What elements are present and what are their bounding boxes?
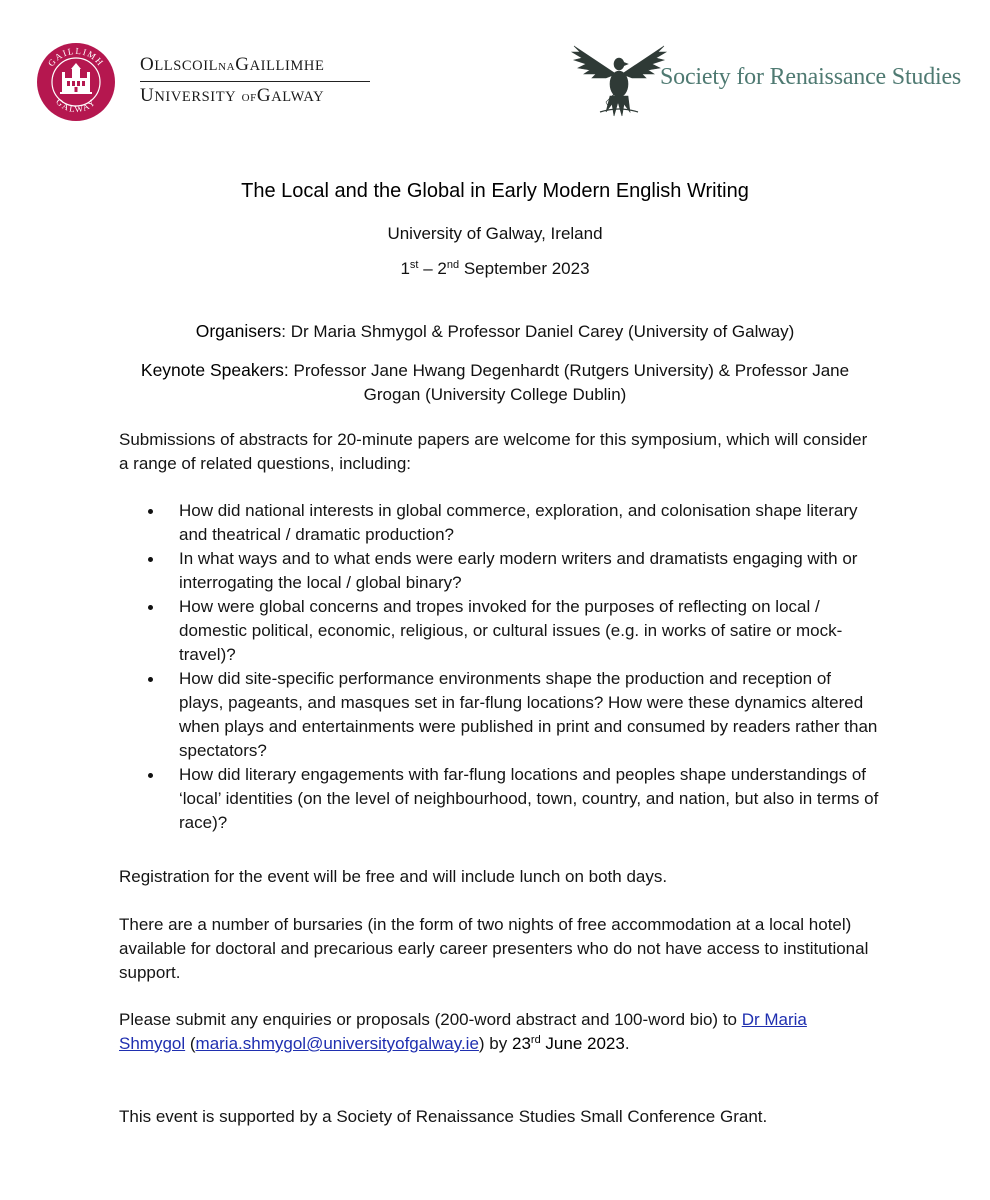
organisers-label: Organisers bbox=[195, 321, 282, 341]
list-item: In what ways and to what ends were early modern writers and dramatists engaging with or interrogating the local / global binary? bbox=[119, 547, 879, 595]
email-link[interactable]: maria.shmygol@universityofgalway.ie bbox=[195, 1034, 479, 1053]
wordmark-english: UNIVERSITY OFGALWAY bbox=[140, 85, 325, 106]
organisers-line bbox=[100, 321, 890, 342]
seal-text-bottom: GALWAY bbox=[54, 96, 98, 115]
list-item: How were global concerns and tropes invoked for the purposes of reflecting on local / domestic political, economic, religious, or cultural issues (e.g. in works of satire or mock-travel)? bbox=[119, 595, 879, 667]
list-item: How did site-specific performance environments shape the production and reception of plays, pageants, and masques set in far-flung locations? How were these dynamics altered when plays and entertainments were published in print and consumed by readers rather than spectators? bbox=[119, 667, 879, 763]
wordmark-irish: OLLSCOILNAGAILLIMHE bbox=[140, 54, 325, 75]
keynote-text: Professor Jane Hwang Degenhardt (Rutgers University) & Professor Jane Grogan (University College Dublin) bbox=[288, 361, 850, 404]
society-for-renaissance-studies-logo bbox=[570, 40, 970, 120]
list-item: How did national interests in global commerce, exploration, and colonisation shape literary and theatrical / dramatic production? bbox=[119, 499, 879, 547]
bursaries-paragraph: There are a number of bursaries (in the form of two nights of free accommodation at a local hotel) available for doctoral and precarious early career presenters who do not have access to institutional support. bbox=[119, 915, 869, 982]
submission-paragraph: Please submit any enquiries or proposals (200-word abstract and 100-word bio) to Dr Maria Shmygol (maria.shmygol@universityofgalway.ie) by 23rd June 2023. bbox=[119, 1010, 807, 1053]
intro-paragraph: Submissions of abstracts for 20-minute papers are welcome for this symposium, which will consider a range of related questions, including: bbox=[119, 430, 868, 473]
keynote-speakers bbox=[118, 358, 872, 407]
srs-name: Society for Renaissance Studies bbox=[660, 64, 962, 90]
event-venue: University of Galway, Ireland bbox=[387, 224, 603, 243]
bullet-icon bbox=[148, 677, 153, 682]
galway-wordmark bbox=[140, 54, 372, 109]
wordmark-divider bbox=[140, 81, 370, 82]
bullet-icon bbox=[148, 773, 153, 778]
eagle-emblem-icon bbox=[570, 40, 668, 118]
questions-list bbox=[119, 499, 879, 835]
bullet-icon bbox=[148, 605, 153, 610]
keynote-label: Keynote Speakers: bbox=[140, 360, 289, 380]
event-dates: 1st – 2nd September 2023 bbox=[400, 259, 590, 278]
bullet-icon bbox=[148, 557, 153, 562]
registration-paragraph: Registration for the event will be free and will include lunch on both days. bbox=[119, 867, 668, 886]
list-item: How did literary engagements with far-flung locations and peoples shape understandings of ‘local’ identities (on the level of neighbourhood, town, country, and nation, but also in terms of race)? bbox=[119, 763, 879, 835]
bullet-icon bbox=[148, 509, 153, 514]
event-title: The Local and the Global in Early Modern English Writing bbox=[241, 180, 749, 202]
deadline-date: 23rd June 2023 bbox=[511, 1034, 625, 1053]
seal-text-top: GAILLIMH bbox=[45, 45, 107, 69]
support-paragraph: This event is supported by a Society of Renaissance Studies Small Conference Grant. bbox=[119, 1107, 768, 1126]
galway-seal-icon bbox=[36, 42, 116, 122]
university-of-galway-logo bbox=[36, 42, 381, 122]
organisers-text: : Dr Maria Shmygol & Professor Daniel Carey (University of Galway) bbox=[281, 322, 795, 341]
contact-name-link[interactable]: Dr Maria Shmygol bbox=[119, 1010, 807, 1053]
